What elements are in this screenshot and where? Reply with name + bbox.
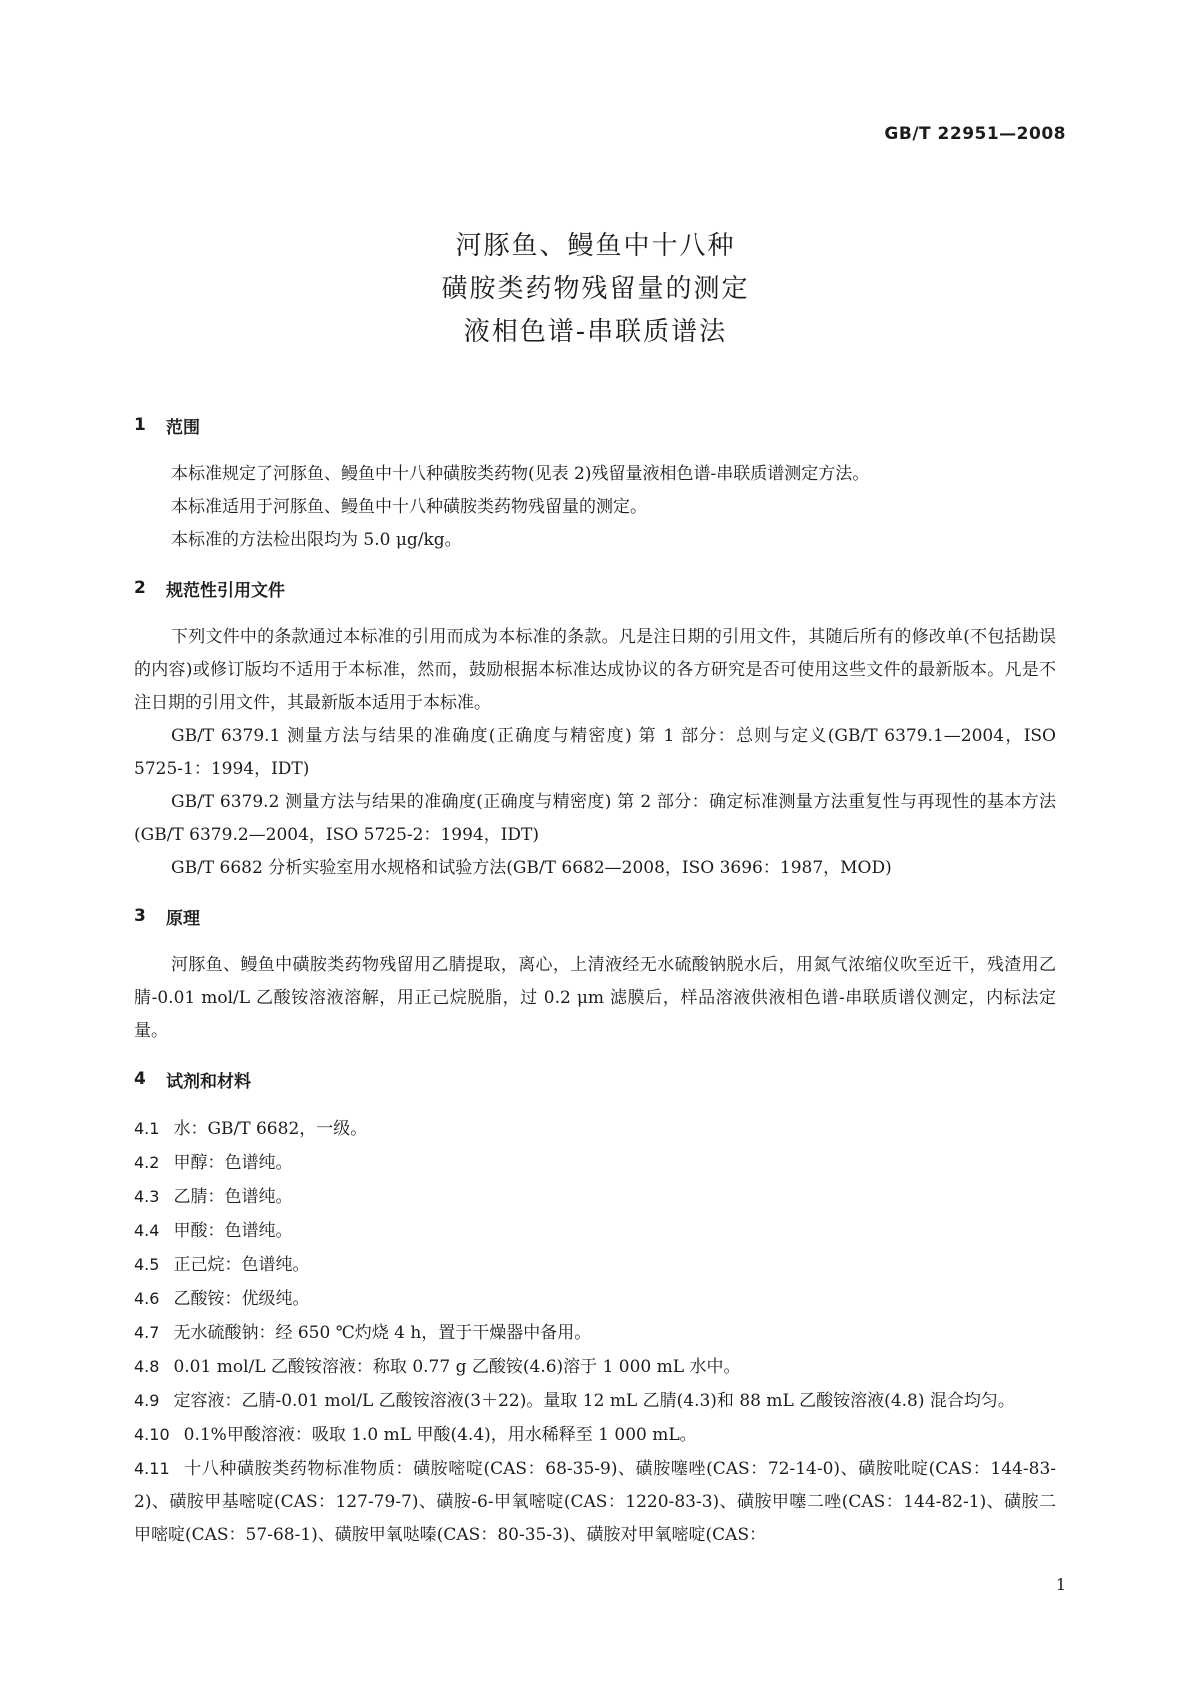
section-number: 3: [134, 906, 146, 926]
reference-text: GB/T 6379.2 测量方法与结果的准确度(正确度与精密度) 第 2 部分：确定标准测量方法重复性与再现性的基本方法(GB/T 6379.2—2004，ISO 5725-2：1994，IDT): [134, 792, 1056, 845]
document-title: [0, 225, 1191, 354]
item-text: 水：GB/T 6682，一级。: [173, 1119, 368, 1139]
list-item: [134, 1384, 1056, 1418]
section-heading-principle: [134, 903, 1056, 929]
list-item: [134, 1452, 1056, 1552]
page-number: 1: [1055, 1575, 1066, 1594]
item-text: 乙酸铵：优级纯。: [173, 1289, 310, 1309]
item-text: 无水硫酸钠：经 650 ℃灼烧 4 h，置于干燥器中备用。: [173, 1323, 592, 1343]
list-item: [134, 1350, 1056, 1384]
reference-text: GB/T 6379.1 测量方法与结果的准确度(正确度与精密度) 第 1 部分：总则与定义(GB/T 6379.1—2004，ISO 5725-1：1994，IDT): [134, 726, 1056, 779]
paragraph: 本标准适用于河豚鱼、鳗鱼中十八种磺胺类药物残留量的测定。: [171, 497, 647, 517]
section-title: 试剂和材料: [166, 1071, 251, 1092]
standard-code: GB/T 22951—2008: [884, 124, 1066, 144]
section-title: 规范性引用文件: [166, 580, 285, 601]
reference-item: [134, 786, 1056, 852]
list-item: [134, 1214, 1056, 1248]
section-number: 1: [134, 415, 146, 435]
paragraph: 下列文件中的条款通过本标准的引用而成为本标准的条款。凡是注日期的引用文件，其随后所有的修改单(不包括勘误的内容)或修订版均不适用于本标准，然而，鼓励根据本标准达成协议的各方研究是否可使用这些文件的最新版本。凡是不注日期的引用文件，其最新版本适用于本标准。: [134, 627, 1056, 713]
section-number: 4: [134, 1069, 146, 1089]
title-line-2: 磺胺类药物残留量的测定: [441, 274, 750, 304]
list-item: [134, 1282, 1056, 1316]
list-item: [134, 1418, 1056, 1452]
item-number: 4.4: [134, 1221, 160, 1240]
item-text: 正己烷：色谱纯。: [173, 1255, 310, 1275]
reference-item: [134, 852, 1056, 885]
item-number: 4.2: [134, 1153, 160, 1172]
item-number: 4.11: [134, 1459, 170, 1478]
section-number: 2: [134, 578, 146, 598]
title-line-3: 液相色谱-串联质谱法: [463, 317, 728, 347]
item-text: 定容液：乙腈-0.01 mol/L 乙酸铵溶液(3＋22)。量取 12 mL 乙腈(4.3)和 88 mL 乙酸铵溶液(4.8) 混合均匀。: [173, 1391, 1015, 1411]
section-heading-scope: [134, 412, 1056, 438]
section-title: 原理: [166, 908, 200, 929]
item-number: 4.9: [134, 1391, 160, 1410]
reference-text: GB/T 6682 分析实验室用水规格和试验方法(GB/T 6682—2008，ISO 3696：1987，MOD): [171, 858, 892, 878]
item-text: 十八种磺胺类药物标准物质：磺胺嘧啶(CAS：68-35-9)、磺胺噻唑(CAS：72-14-0)、磺胺吡啶(CAS：144-83-2)、磺胺甲基嘧啶(CAS：127-79-7)、磺胺-6-甲氧嘧啶(CAS：1220-83-3)、磺胺甲噻二唑(CAS：144-82-1)、磺胺二甲嘧啶(CAS：57-68-1)、磺胺甲氧哒嗪(CAS：80-35-3)、磺胺对甲氧嘧啶(CAS：: [134, 1459, 1056, 1545]
item-text: 甲醇：色谱纯。: [173, 1153, 293, 1173]
section-heading-references: [134, 575, 1056, 601]
list-item: [134, 1180, 1056, 1214]
reference-item: [134, 720, 1056, 786]
item-text: 甲酸：色谱纯。: [173, 1221, 293, 1241]
paragraph: 河豚鱼、鳗鱼中磺胺类药物残留用乙腈提取，离心，上清液经无水硫酸钠脱水后，用氮气浓缩仪吹至近干，残渣用乙腈-0.01 mol/L 乙酸铵溶液溶解，用正己烷脱脂，过 0.2 μm 滤膜后，样品溶液供液相色谱-串联质谱仪测定，内标法定量。: [134, 955, 1056, 1041]
item-number: 4.5: [134, 1255, 160, 1274]
document-body: [134, 412, 1056, 1552]
item-text: 0.1%甲酸溶液：吸取 1.0 mL 甲酸(4.4)，用水稀释至 1 000 mL。: [183, 1425, 697, 1445]
item-number: 4.3: [134, 1187, 160, 1206]
paragraph: 本标准规定了河豚鱼、鳗鱼中十八种磺胺类药物(见表 2)残留量液相色谱-串联质谱测定方法。: [171, 464, 870, 484]
list-item: [134, 1316, 1056, 1350]
list-item: [134, 1112, 1056, 1146]
paragraph: 本标准的方法检出限均为 5.0 μg/kg。: [171, 530, 462, 550]
item-number: 4.6: [134, 1289, 160, 1308]
section-heading-reagents: [134, 1066, 1056, 1092]
item-number: 4.1: [134, 1119, 160, 1138]
section-title: 范围: [166, 417, 200, 438]
list-item: [134, 1248, 1056, 1282]
item-number: 4.7: [134, 1323, 160, 1342]
title-line-1: 河豚鱼、鳗鱼中十八种: [455, 231, 736, 261]
list-item: [134, 1146, 1056, 1180]
item-text: 乙腈：色谱纯。: [173, 1187, 293, 1207]
item-number: 4.10: [134, 1425, 170, 1444]
reagent-list: [134, 1112, 1056, 1552]
item-text: 0.01 mol/L 乙酸铵溶液：称取 0.77 g 乙酸铵(4.6)溶于 1 000 mL 水中。: [173, 1357, 741, 1377]
item-number: 4.8: [134, 1357, 160, 1376]
